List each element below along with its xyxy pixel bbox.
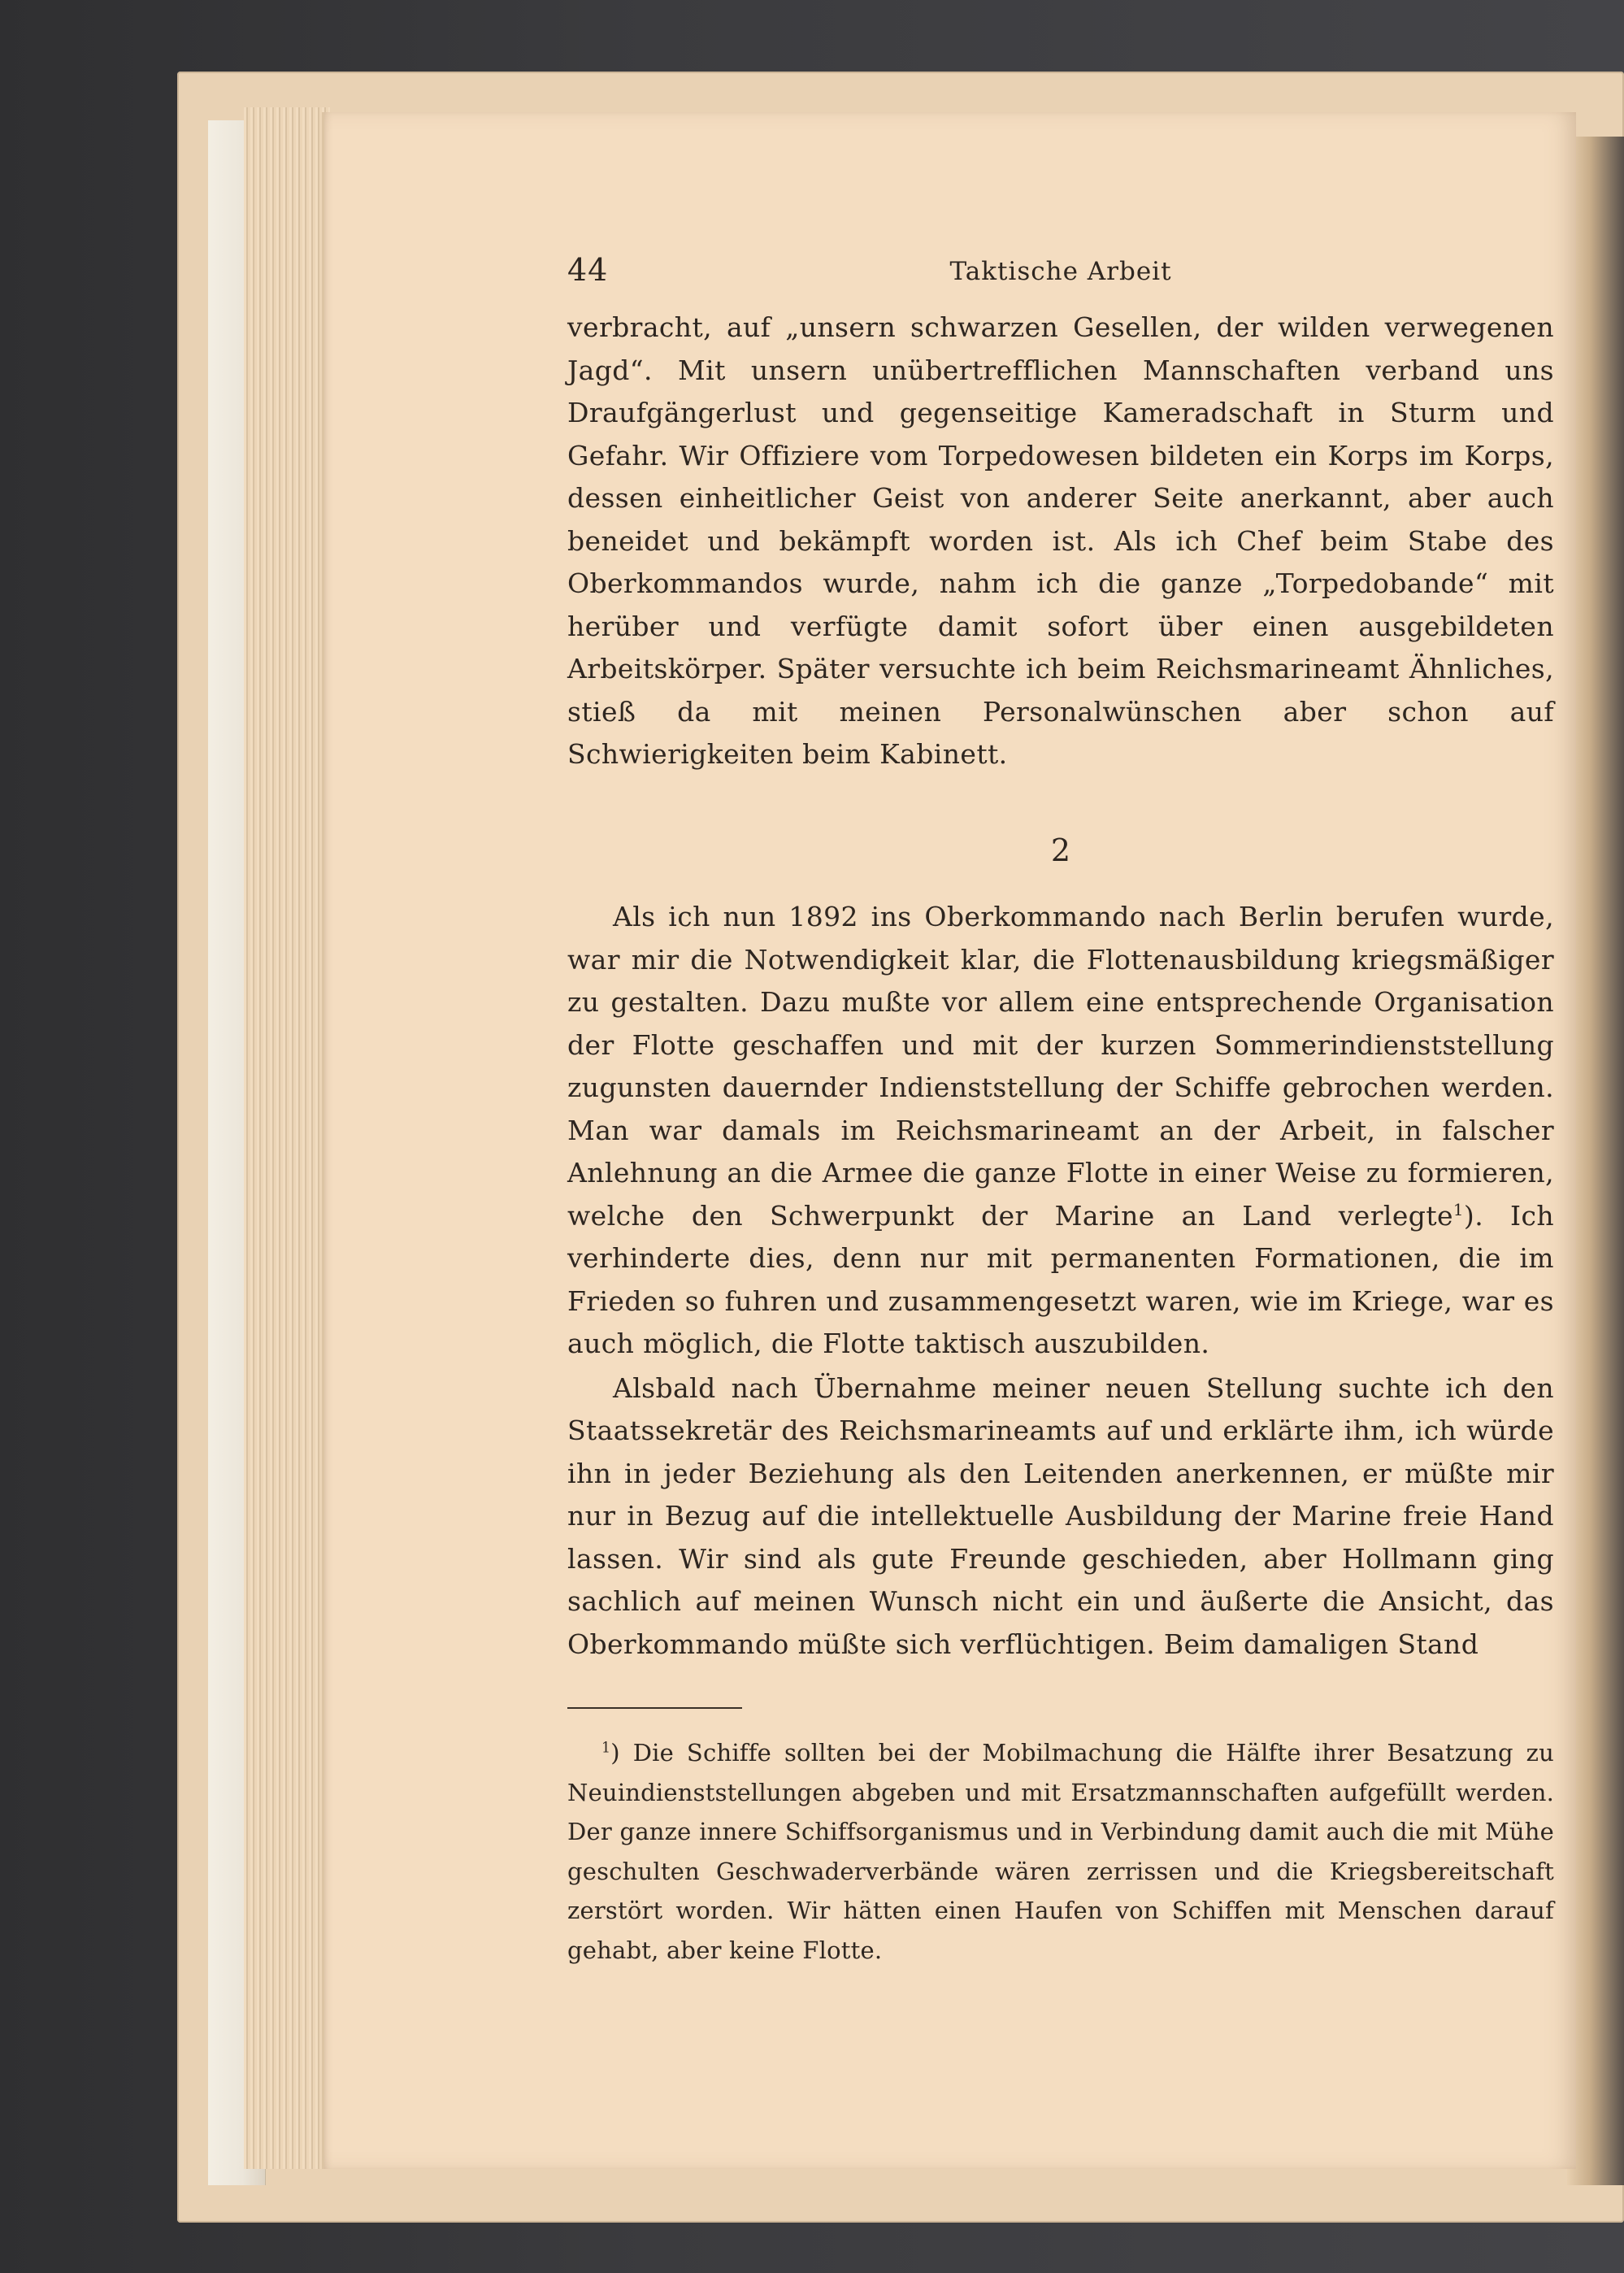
paragraph-2-text-after-note: ). Ich verhinderte dies, denn nur mit permanenten Formationen, die im Frieden so fuhren und zusammengesetzt waren, wie im Kriege, war es auch möglich, die Flotte taktisch auszubilden. [567,1199,1554,1359]
footnote-divider [567,1707,742,1709]
running-head: Taktische Arbeit [949,257,1172,286]
footnote-reference[interactable]: 1 [1452,1200,1464,1219]
body-text-top [567,306,1554,776]
paragraph-3: Alsbald nach Übernahme meiner neuen Stellung suchte ich den Staatssekretär des Reichsmarineamts auf und erklärte ihm, ich würde ihn in jeder Beziehung als den Leitenden anerkennen, er müßte mir nur in Bezug auf die intellektuelle Ausbildung der Marine freie Hand lassen. Wir sind als gute Freunde geschieden, aber Hollmann ging sachlich auf meinen Wunsch nicht ein und äußerte die Ansicht, das Oberkommando müßte sich verflüchtigen. Beim damaligen Stand [567,1371,1554,1660]
body-text-section-2 [567,896,1554,1666]
page-number: 44 [567,252,609,288]
footnote-block [567,1733,1554,1970]
paragraph-2-text-before-note: Als ich nun 1892 ins Oberkommando nach Berlin berufen wurde, war mir die Notwendigkeit klar, die Flottenausbildung kriegsmäßiger zu gestalten. Dazu mußte vor allem eine entsprechende Organisation der Flotte geschaffen und mit der kurzen Sommerindienststellung zugunsten dauernder Indienststellung der Schiffe gebrochen werden. Man war damals im Reichsmarineamt an der Arbeit, in falscher Anlehnung an die Armee die ganze Flotte in einer Weise zu formieren, welche den Schwerpunkt der Marine an Land verlegte [567,901,1554,1232]
page-header [567,252,1554,293]
page-stack-edges [244,107,330,2169]
paragraph-1: verbracht, auf „unsern schwarzen Gesellen, der wilden verwegenen Jagd“. Mit unsern unübertrefflichen Mannschaften verband uns Draufgängerlust und gegenseitige Kameradschaft in Sturm und Gefahr. Wir Offiziere vom Torpedowesen bildeten ein Korps im Korps, dessen einheitlicher Geist von anderer Seite anerkannt, aber auch beneidet und bekämpft worden ist. Als ich Chef beim Stabe des Oberkommandos wurde, nahm ich die ganze „Torpedobande“ mit herüber und verfügte damit sofort über einen ausgebildeten Arbeitskörper. Später versuchte ich beim Reichsmarineamt Ähnliches, stieß da mit meinen Personalwünschen aber schon auf Schwierigkeiten beim Kabinett. [567,311,1554,770]
paragraph-2 [567,896,1554,1366]
footnote [567,1733,1554,1970]
section-number: 2 [1050,832,1071,868]
footnote-mark: 1 [601,1740,611,1757]
footnote-text: ) Die Schiffe sollten bei der Mobilmachung die Hälfte ihrer Besatzung zu Neuindienststellungen abgeben und mit Ersatzmannschaften aufgefüllt werden. Der ganze innere Schiffsorganismus und in Verbindung damit auch die mit Mühe geschulten Geschwaderverbände wären zerrissen und die Kriegsbereitschaft zerstört worden. Wir hätten einen Haufen von Schiffen mit Menschen darauf gehabt, aber keine Flotte. [567,1739,1554,1964]
